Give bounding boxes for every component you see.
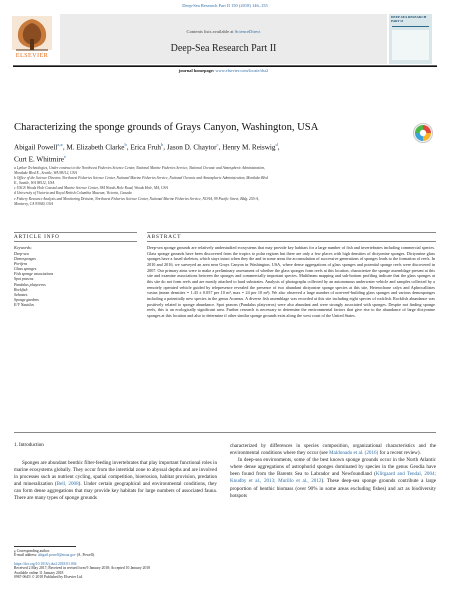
elsevier-wordmark: ELSEVIER (15, 52, 49, 59)
cover-title: DEEP-SEA RESEARCH PART II (391, 15, 427, 23)
intro-text: ). These deep-sea sponge grounds contribute a large proportion of benthic biomass (over 90% in some areas excluding fishes) and act as biodiversity hotspots (230, 478, 436, 499)
intro-text: for a recent review). (378, 450, 421, 457)
doi-link[interactable]: https://doi.org/10.1016/j.dsr2.2018.01.004 (14, 561, 77, 566)
keyword: Spot prawns (14, 277, 34, 282)
email-suffix: (A. Powell). (75, 553, 95, 558)
abstract-rule (147, 241, 436, 242)
cover-panel (392, 30, 429, 60)
affil-sup-c[interactable]: c (216, 142, 219, 147)
keyword: Glass sponges (14, 267, 37, 272)
contents-line (60, 29, 387, 34)
article-info-rule-top (14, 232, 137, 233)
article-title: Characterizing the sponge grounds of Grays Canyon, Washington, USA (14, 122, 319, 133)
affiliation-line: c USGS Woods Hole Coastal and Marine Science Center, 384 Woods Hole Road, Woods Hole, MA, USA (14, 186, 168, 191)
affil-sup-b[interactable]: b (124, 142, 127, 147)
email-link[interactable]: abigail.powell@noaa.gov (37, 553, 76, 558)
keyword: Sebastes (14, 292, 28, 297)
abstract-text: Deep-sea sponge grounds are relatively understudied ecosystems that may provide key habitats for a large number of fish and invertebrates including commercial species. Glass sponge grounds have been discovered from the tropics to polar regions but there are only a few places with high densities of dictyonine sponges. Dictyonine glass sponges have a fused skeleton, which stays intact when they die and in some areas the accumulation of successive generations of sponges leads to the formation of reefs. In 2010 and 2016, we surveyed an area near Grays Canyon in Washington, USA, where dense aggregations of glass sponges and potential sponge reefs were discovered in 2007. Our primary aims were to make a preliminary assessment of whether the glass sponges form reefs at this location, characterize the sponge assemblage present at this site and examine associations between the sponges and commercially important species. Multibeam mapping and sub-bottom profiling indicate that the glass sponges at this site do not form reefs and are mostly attached to hard substrates. Analysis of photographs collected by an autonomous underwater vehicle and samples collected by a remotely operated vehicle guided by telepresence revealed the presence of two abundant dictyonine sponge species at this site, Heterochone calyx and Aphrocallistes vastus (mean densities = 1.43 ± 0.057 per 10 m², max = 24 per 10 m²). We also observed a large number of non-reef-building glass sponges and various demosponges including a potentially new species in the genus Acarnus. A diverse fish assemblage was recorded at this site including eight species of rockfish. Rockfish abundance was positively related to sponge abundance. Spot prawns (Pandalus platyceros) were also abundant and were strongly associated with sponges. Despite not finding sponge reefs, this is an ecologically significant area. Further research is necessary to determine the environmental factors that give rise to the abundance of large dictyonine sponges at this location and also to determine if other similar sponge grounds exist along the west coast of the United States. (147, 245, 435, 318)
homepage-label: journal homepage: (178, 68, 216, 73)
footnotes (14, 549, 234, 579)
keyword: E/V Nautilus (14, 302, 34, 307)
journal-reference[interactable]: Deep-Sea Research Part II 150 (2018) 146–155 (182, 3, 268, 8)
keyword: Demosponges (14, 257, 36, 262)
intro-text: characterized by differences in species composition, organizational characteristics and the environmental conditions where they occur (see (230, 443, 436, 457)
affil-sup-b-2[interactable]: b (160, 142, 164, 147)
author-powell[interactable]: Abigail Powell (14, 143, 58, 152)
abstract-heading: ABSTRACT (147, 234, 182, 240)
intro-right-column (230, 443, 436, 500)
keyword: Fish sponge associations (14, 272, 54, 277)
footnote-rule (14, 546, 76, 547)
author-powell-sup[interactable]: a,⁎ (57, 142, 63, 147)
author-chaytor[interactable]: , Jason D. Chaytor (163, 143, 217, 152)
available-online: Available online 11 January 2018 (14, 570, 64, 575)
intro-text: In deep-sea environments, some of the best known sponge grounds occur in the North Atlantic where dense aggregations of astrophorid sponges dominated by species in the genus Geodia have been found from the Barents Sea to Labrador and Newfoundland ( (230, 457, 436, 478)
crossmark-icon[interactable] (412, 122, 434, 144)
introduction-heading: 1. Introduction (14, 443, 44, 448)
author-clarke[interactable]: , M. Elizabeth Clarke (62, 143, 125, 152)
copyright: 0967-0645/ © 2018 Published by Elsevier Ltd. (14, 575, 84, 580)
header-rule (13, 66, 437, 67)
affiliation-line: e Fishery Resource Analysis and Monitoring Division, Northwest Fisheries Science Center, National Marine Fisheries Service, NOAA, 99 Pacific Street, Bldg. 255-A, (14, 196, 259, 201)
keyword: Pandalus platyceros (14, 282, 46, 287)
article-info-rule (14, 241, 137, 242)
citation-link[interactable]: Bell, 2008 (56, 481, 79, 488)
author-whitmire[interactable]: Curt E. Whitmire (14, 155, 64, 164)
keyword: Sponge gardens (14, 297, 39, 302)
affiliations (14, 166, 424, 207)
intro-text: ). Under certain geographical and environmental conditions, they can form dense aggregations that may provide key habitats for large numbers of associated fauna. There are many types of sponge grounds (14, 481, 217, 502)
keyword: Porifera (14, 262, 28, 267)
journal-banner (60, 14, 387, 73)
affil-sup-d[interactable]: d (275, 142, 278, 147)
corresponding-author-note: ⁎ Corresponding author. (14, 549, 50, 553)
journal-cover[interactable] (389, 14, 432, 64)
author-list: Abigail Powell$^{a,⁎}$, M. Elizabeth Clarke$^b$, Erica Fruh$^b$, Jason D. Chaytor$^c$, Henry M. Reiswig$^d$, Curt E. Whitmire$^e$ (14, 142, 280, 164)
affiliation-line: Monterey, CA 93940, USA (14, 201, 54, 206)
journal-title: Deep-Sea Research Part II (170, 43, 277, 54)
citation-link[interactable]: Klitgaard and Tendal, 2004; Knudby et al., 2013; Murillo et al., 2012 (230, 471, 436, 485)
homepage-link[interactable]: www.elsevier.com/locate/dsr2 (215, 68, 269, 73)
intro-left-column (14, 460, 217, 503)
affil-sup-e[interactable]: e (63, 154, 67, 160)
author-fruh[interactable]: , Erica Fruh (126, 143, 161, 152)
cover-rule (392, 26, 429, 27)
sciencedirect-link[interactable]: ScienceDirect (234, 29, 261, 34)
citation-link[interactable]: Maldonado et al. (2016) (329, 450, 379, 457)
affiliation-line: a Lynker Technologies, Under contract to the Northwest Fisheries Science Center, National Marine Fisheries Service, National Oceanic and Atmospheric Administration, (14, 166, 266, 170)
keyword: Deep-sea (14, 252, 29, 256)
affiliation-line: Montlake Blvd E., Seattle, WA 98112, USA (14, 171, 77, 176)
intro-text: Sponges are abundant benthic filter-feeding invertebrates that play important functional roles in marine ecosystems globally. They occur from the intertidal zone to abyssal depths and are involved in processes such as nutrient cycling, spatial competition, bioerosion, habitat provision, predation and mineralization ( (14, 460, 217, 488)
author-reiswig[interactable]: , Henry M. Reiswig (218, 143, 276, 152)
affiliation-line: d University of Victoria and Royal British Columbia Museum, Victoria, Canada (14, 191, 132, 196)
affiliation-line: E., Seattle, WA 98112, USA (14, 181, 55, 186)
abstract-end-rule (14, 432, 436, 433)
article-info-heading: ARTICLE INFO (14, 234, 60, 240)
received-dates: Received 2 May 2017; Received in revised form 9 January 2018; Accepted 10 January 2018 (14, 566, 150, 571)
journal-homepage (60, 68, 387, 73)
contents-prefix: Contents lists available at (186, 29, 235, 34)
affiliation-line: b Office of the Science Director, Northwest Fisheries Science Center, National Marine Fisheries Service, National Oceanic and Atmospheric Administration, Montlake Blvd (14, 176, 268, 181)
abstract-rule-top (147, 232, 436, 233)
keyword: Rockfish (14, 287, 28, 292)
email-label: E-mail address: (14, 553, 38, 558)
keywords-list (14, 252, 114, 308)
keywords-label: Keywords: (14, 245, 32, 250)
elsevier-logo (8, 15, 56, 61)
